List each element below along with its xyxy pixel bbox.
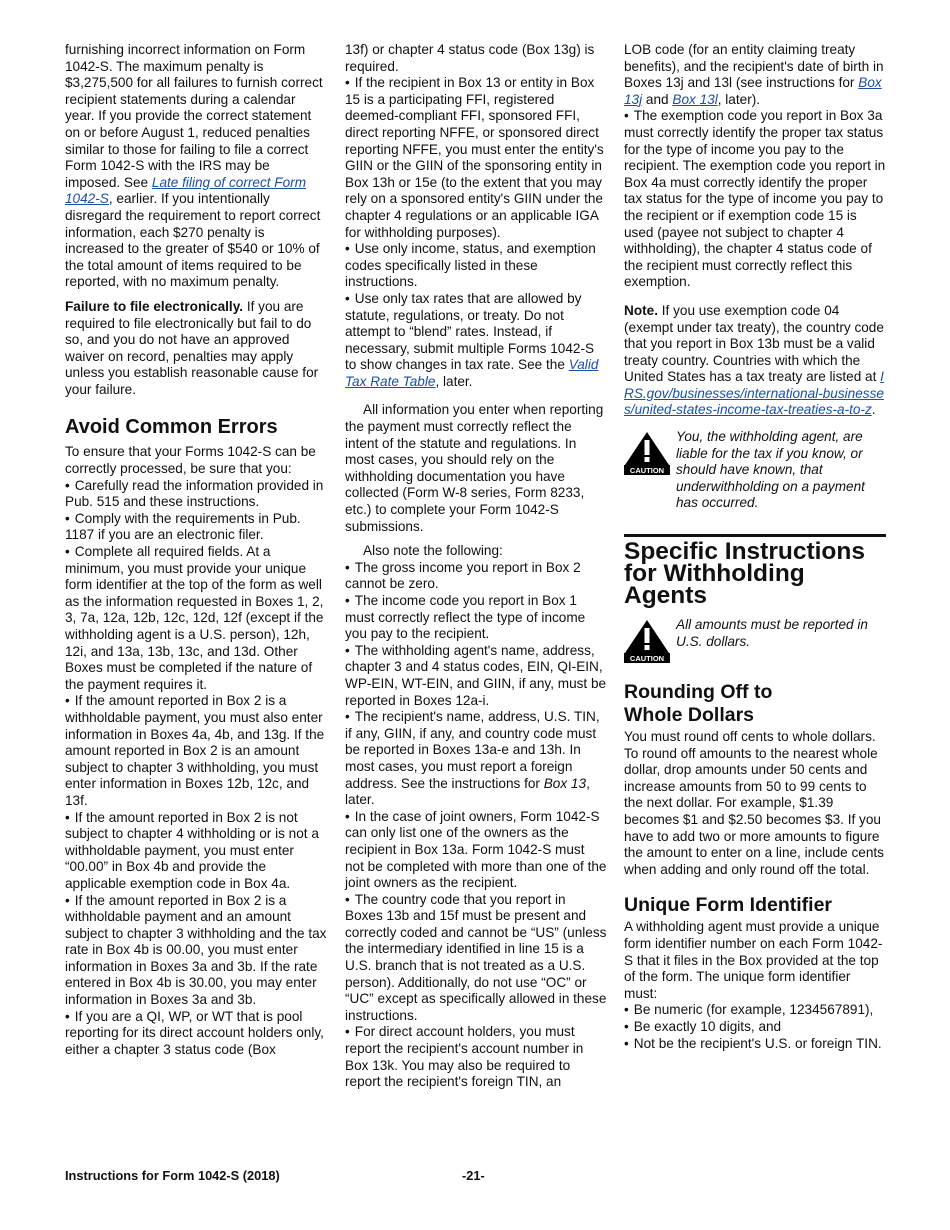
caution-icon [624, 619, 670, 663]
list-item: • If you are a QI, WP, or WT that is pool reporting for its direct account holders only, either a chapter 3 status code (Box [65, 1008, 324, 1057]
paragraph-lob-code: LOB code (for an entity claiming treaty benefits), and the recipient's date of birth in Boxes 13j and 13l (see instructions for Box 13j and Box 13l, later). [624, 42, 884, 107]
link-valid-tax-rate-table[interactable]: Valid Tax Rate Table [345, 357, 599, 389]
paragraph-unique-form-identifier: A withholding agent must provide a unique form identifier number on each Form 1042-S that it files in the Box provided at the top of the form. The unique form identifier must: [624, 919, 883, 1001]
list-item: • Carefully read the information provided in Pub. 515 and these instructions. [65, 477, 324, 510]
column-1 [65, 42, 327, 1058]
list-item: • If the recipient in Box 13 or entity in Box 15 is a participating FFI, registered deemed-compliant FFI, sponsored FFI, direct reporting NFFE, or sponsored direct reporting NFFE, you must enter the entity's GIIN or the GIIN of the sponsoring entity in Box 13h or 15e (to the extent that you may rely on a sponsored entity's GIIN under the chapter 4 regulations or an applicable IGA for withholding purposes). [345, 75, 604, 240]
list-item: • If the amount reported in Box 2 is not subject to chapter 4 withholding or is not a withholdable payment, you must enter “00.00” in Box 4b and provide the applicable exemption code in Box 4a. [65, 809, 319, 891]
paragraph-also-note: Also note the following: [363, 543, 503, 559]
heading-unique-form-identifier: Unique Form Identifier [624, 894, 833, 917]
link-irs-treaties[interactable]: IRS.gov/businesses/international-businesses/united-states-income-tax-treaties-a-to-z [624, 369, 884, 418]
list-item: • Comply with the requirements in Pub. 1187 if you are an electronic filer. [65, 510, 301, 543]
list-item: • If the amount reported in Box 2 is a withholdable payment and an amount subject to chapter 3 withholding and the tax rate in Box 4b is 00.00, you must enter information in Boxes 3a and 3b. If the rate entered in Box 4b is 30.00, you may enter information in Boxes 3a and 3b. [65, 892, 327, 1008]
column-3 [624, 42, 886, 1052]
paragraph-note: Note. If you use exemption code 04 (exempt under tax treaty), the country code that you report in Box 13b must be a valid treaty country. Countries with which the United States has a tax treaty are listed at IRS.gov/businesses/international-businesses/united-states-income-tax-treaties-a-to-z. [624, 302, 884, 418]
svg-text:CAUTION: CAUTION [629, 466, 665, 476]
caution-note-dollars: CAUTION All amounts must be reported in U.S. dollars. [624, 617, 886, 665]
heading-specific-instructions: Specific Instructions for Withholding Agents [624, 534, 886, 607]
link-box-13l[interactable]: Box 13l [672, 91, 718, 107]
caution-note-liability: CAUTION You, the withholding agent, are liable for the tax if you know, or should have known, that underwithholding on a payment has occurred. [624, 429, 886, 512]
caution-icon [624, 431, 670, 475]
heading-avoid-common-errors: Avoid Common Errors [65, 416, 278, 439]
list-item: • Use only tax rates that are allowed by statute, regulations, or treaty. Do not attempt to “blend” rates. Instead, if necessary, submit multiple Forms 1042-S to show changes in tax rate. See the Valid Tax Rate Table, later. [345, 290, 599, 389]
list-item: • Complete all required fields. At a minimum, you must provide your unique form identifier at the top of the form as well as the information requested in Boxes 1, 2, 3, 7a, 12a, 12b, 12c, 12d, 12f (except if the withholding agent is a U.S. person), 12h, 12i, and 13a, 13b, 13c, and 13d. Other Boxes must be completed if the nature of the payment requires it. [65, 544, 324, 692]
paragraph-rounding: You must round off cents to whole dollars. To round off amounts to the nearest whole dollar, drop amounts under 50 cents and increase amounts from 50 to 99 cents to the next dollar. For example, $1.39 becomes $1 and $2.50 becomes $3. If you have to add two or more amounts to figure the amount to enter on a line, include cents when adding and only round off the total. [624, 729, 884, 877]
list-item: • The withholding agent's name, address, chapter 3 and 4 status codes, EIN, QI-EIN, WP-EIN, WT-EIN, and GIIN, if any, must be reported in Boxes 12a-i. [345, 642, 607, 708]
paragraph-all-information: All information you enter when reporting the payment must correctly reflect the intent of the statute and regulations. In most cases, you should rely on the withholding documentation you have collected (Form W-8 series, Form 8233, etc.) to complete your Form 1042-S submissions. [345, 402, 604, 534]
list-item: • The income code you report in Box 1 must correctly reflect the type of income you pay to the recipient. [345, 593, 586, 642]
list-item: • If the amount reported in Box 2 is a withholdable payment, you must also enter information in Boxes 4a, 4b, and 13g. If the amount reported in Box 2 is an amount subject to chapter 3 withholding, you must enter information in Boxes 12b, 12c, and 13f. [65, 693, 325, 808]
paragraph-continued: 13f) or chapter 4 status code (Box 13g) is required. [345, 42, 595, 74]
list-item: • The exemption code you report in Box 3a must correctly identify the proper tax status for the type of income you pay to the recipient. The exemption code you report in Box 4a must correctly identify the proper tax status for the type of income you pay to the recipient or if exemption code 15 is used (payee not subject to chapter 4 withholding), the chapter 4 status code of the recipient must correctly reflect this exemption. [624, 108, 886, 290]
list-item: • In the case of joint owners, Form 1042-S can only list one of the owners as the recipient in Box 13a. Form 1042-S must not be completed with more than one of the joint owners as the recipient. [345, 808, 607, 891]
link-late-filing[interactable]: Late filing of correct Form 1042-S [65, 174, 307, 207]
list-item: • Be exactly 10 digits, and [624, 1018, 782, 1034]
link-box-13j[interactable]: Box 13j [624, 75, 882, 107]
page-number: -21- [462, 1168, 485, 1183]
list-item: • The country code that you report in Boxes 13b and 15f must be present and correctly coded and cannot be “US” (unless the intermediary identified in line 15 is a U.S. branch that is not treated as a U.S. person). Additionally, do not use “OC” or “UC” except as specifically allowed in these instructions. [345, 891, 607, 1023]
list-item: • The recipient's name, address, U.S. TIN, if any, GIIN, if any, and country code must be reported in Boxes 13a-e and 13h. In most cases, you must report a foreign address. See the instructions for Box 13, later. [345, 709, 600, 808]
footer-title: Instructions for Form 1042-S (2018) [65, 1168, 280, 1183]
svg-text:CAUTION: CAUTION [629, 654, 665, 664]
list-item: • For direct account holders, you must report the recipient's account number in Box 13k. You may also be required to report the recipient's foreign TIN, an [345, 1024, 584, 1090]
list-item: • Be numeric (for example, 1234567891), [624, 1002, 874, 1018]
list-item: • Use only income, status, and exemption codes specifically listed in these instructions. [345, 241, 596, 290]
paragraph-penalty: furnishing incorrect information on Form 1042-S. The maximum penalty is $3,275,500 for all failures to furnish correct recipient statements during a calendar year. If you provide the correct statement on or before August 1, reduced penalties similar to those for failing to file a correct Form 1042-S with the IRS may be imposed. See Late filing of correct Form 1042-S, earlier. If you intentionally disregard the requirement to report correct information, each $270 penalty is increased to the greater of $540 or 10% of the total amount of items required to be reported, with no maximum penalty. [65, 42, 323, 290]
list-item: • Not be the recipient's U.S. or foreign TIN. [624, 1035, 882, 1051]
list-item: • The gross income you report in Box 2 cannot be zero. [345, 559, 581, 592]
column-2 [345, 42, 607, 1091]
paragraph-failure-electronic: Failure to file electronically. If you are required to file electronically but fail to do so, and you do not have an approved waiver on record, penalties may apply unless you establish reasonable cause for your failure. [65, 298, 319, 397]
heading-rounding-off: Rounding Off to Whole Dollars [624, 681, 773, 727]
paragraph-intro: To ensure that your Forms 1042-S can be correctly processed, be sure that you: [65, 444, 316, 477]
